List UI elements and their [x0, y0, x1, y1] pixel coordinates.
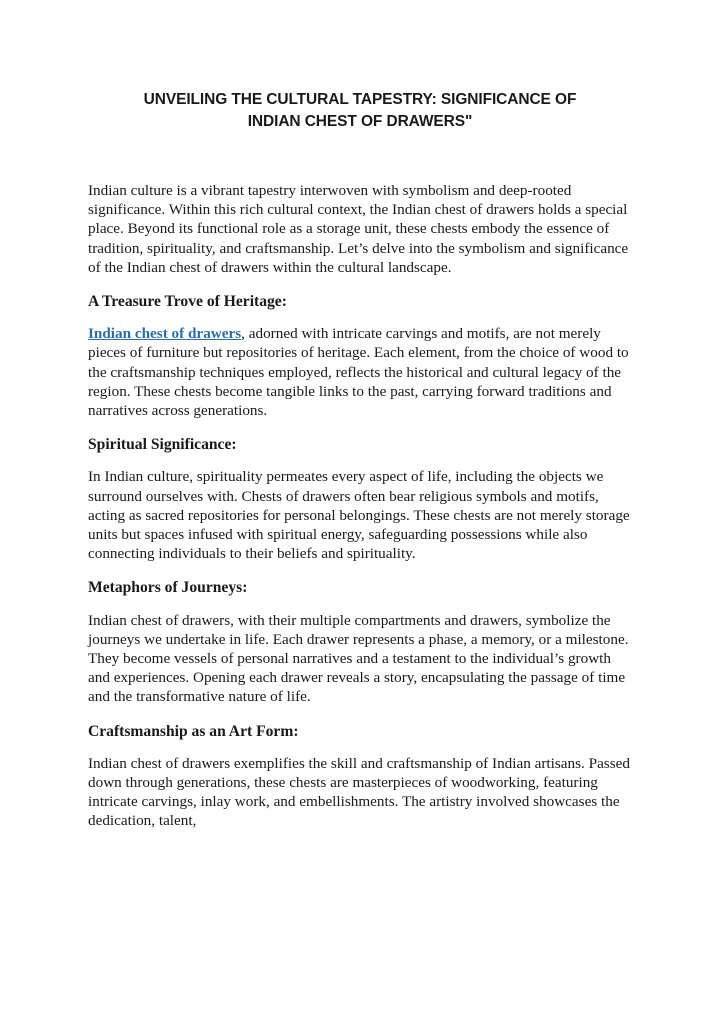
heading-metaphors-of-journeys: Metaphors of Journeys:	[88, 579, 248, 597]
document-title	[90, 89, 630, 133]
document-body	[88, 181, 636, 831]
intro-paragraph: Indian culture is a vibrant tapestry interwoven with symbolism and deep-rooted significance. Within this rich cultural context, the Indian chest of drawers holds a special place. Beyond its functional role as a storage unit, these chests embody the essence of tradition, spirituality, and craftsmanship. Let’s delve into the symbolism and significance of the Indian chest of drawers within the cultural landscape.	[88, 182, 629, 276]
paragraph-metaphors-of-journeys: Indian chest of drawers, with their multiple compartments and drawers, symbolize the journeys we undertake in life. Each drawer represents a phase, a memory, or a milestone. They become vessels of personal narratives and a testament to the individual’s growth and experiences. Opening each drawer reveals a story, encapsulating the passage of time and the transformative nature of life.	[88, 611, 629, 706]
paragraph-treasure-trove	[88, 324, 636, 420]
indian-chest-of-drawers-link[interactable]: Indian chest of drawers	[88, 325, 242, 343]
document-title-line-2: INDIAN CHEST OF DRAWERS"	[247, 113, 473, 130]
heading-spiritual-significance: Spiritual Significance:	[88, 436, 237, 454]
paragraph-spiritual-significance: In Indian culture, spirituality permeates every aspect of life, including the objects we surround ourselves with. Chests of drawers often bear religious symbols and motifs, acting as sacred repositories for personal belongings. These chests are not merely storage units but spaces infused with spiritual energy, safeguarding possessions while also connecting individuals to their beliefs and spirituality.	[88, 468, 630, 563]
paragraph-craftsmanship: Indian chest of drawers exemplifies the skill and craftsmanship of Indian artisans. Passed down through generations, these chests are masterpieces of woodworking, featuring intricate carvings, inlay work, and embellishments. The artistry involved showcases the dedication, talent,	[88, 754, 630, 830]
paragraph-treasure-trove-text: , adorned with intricate carvings and motifs, are not merely pieces of furniture but repositories of heritage. Each element, from the choice of wood to the craftsmanship techniques employed, reflects the historical and cultural legacy of the region. These chests become tangible links to the past, carrying forward traditions and narratives across generations.	[88, 325, 629, 420]
heading-treasure-trove: A Treasure Trove of Heritage:	[88, 293, 287, 311]
document-title-line-1: UNVEILING THE CULTURAL TAPESTRY: SIGNIFICANCE OF	[143, 91, 577, 108]
heading-craftsmanship: Craftsmanship as an Art Form:	[88, 722, 299, 740]
